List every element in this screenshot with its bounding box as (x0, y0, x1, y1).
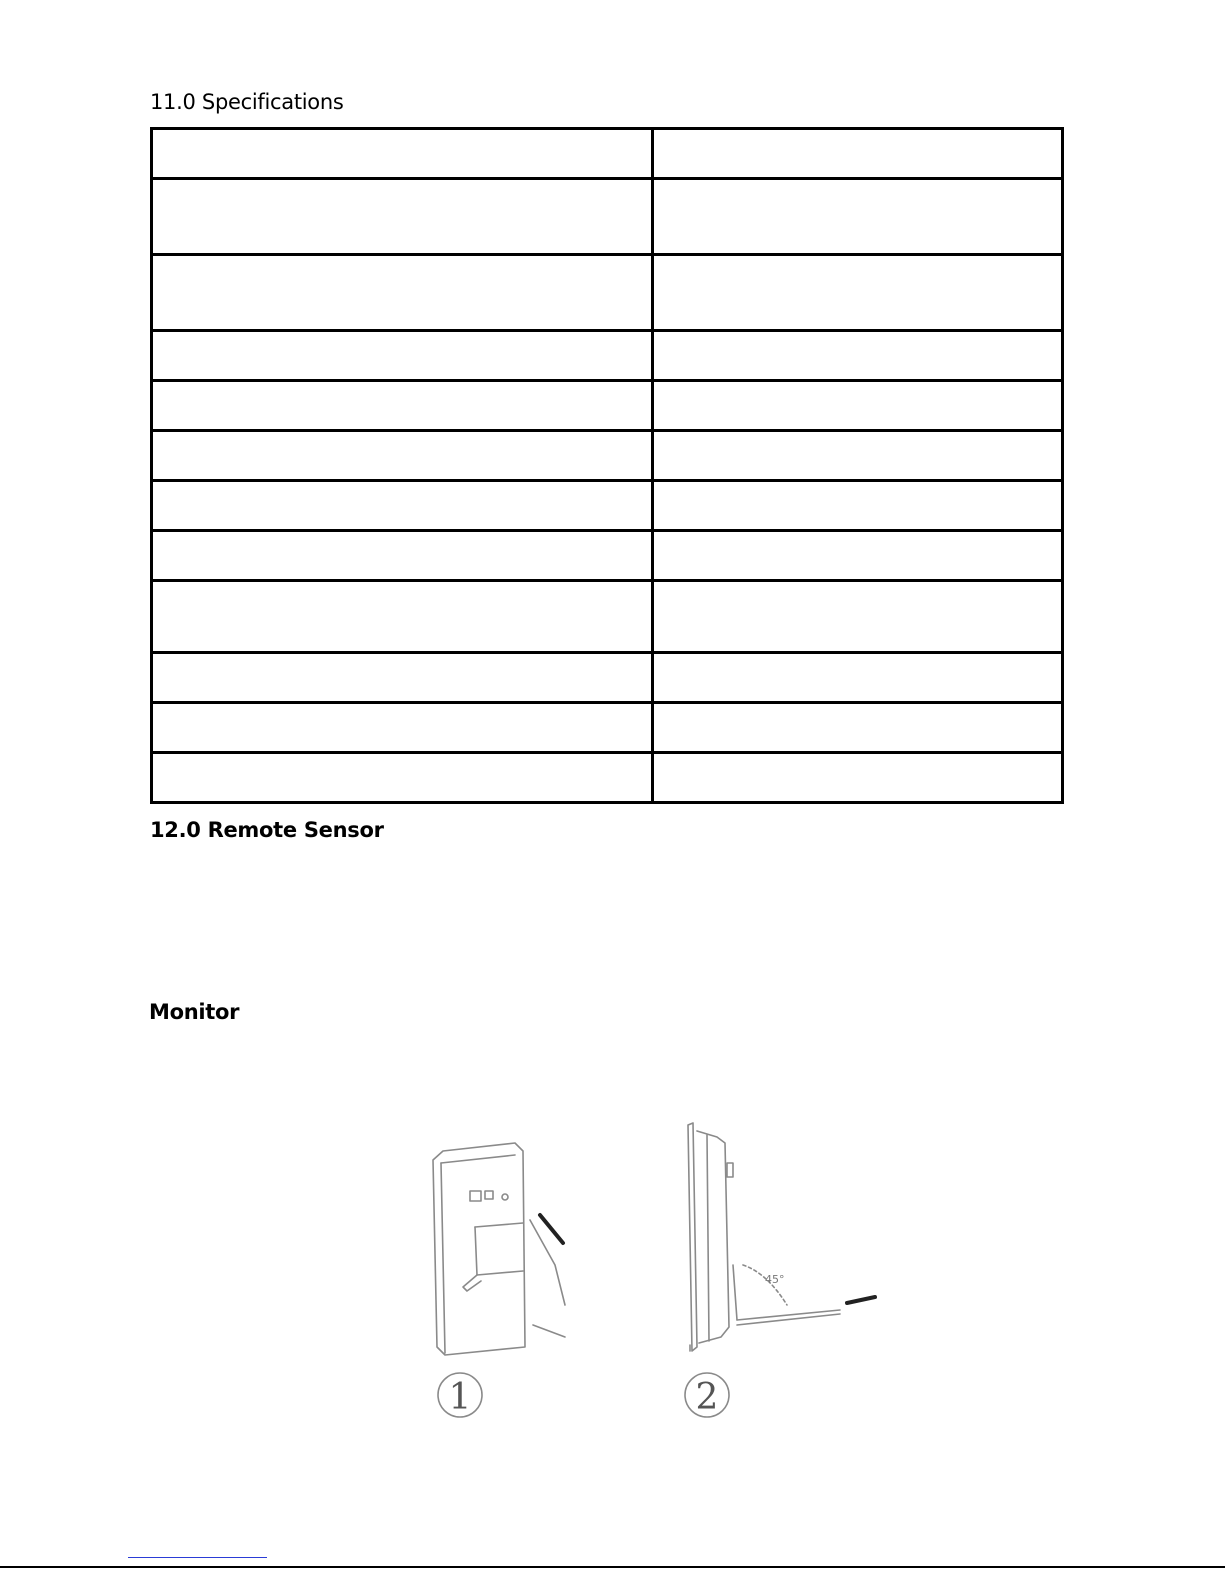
spec-label (152, 653, 653, 703)
spec-label (152, 481, 653, 531)
table-row (152, 255, 1063, 331)
table-row (152, 581, 1063, 653)
table-row (152, 653, 1063, 703)
spec-value (653, 581, 1063, 653)
spec-value (653, 255, 1063, 331)
spec-value (653, 531, 1063, 581)
table-row (152, 531, 1063, 581)
spec-value (653, 179, 1063, 255)
monitor-stand-figure (415, 1115, 895, 1445)
spec-value (653, 753, 1063, 803)
spec-value (653, 331, 1063, 381)
spec-label (152, 331, 653, 381)
angle-label: 45° (765, 1273, 785, 1286)
spec-value (653, 381, 1063, 431)
table-row (152, 431, 1063, 481)
specifications-table (150, 127, 1064, 804)
spec-value (653, 129, 1063, 179)
spec-value (653, 653, 1063, 703)
spec-label (152, 703, 653, 753)
step-1-label: 1 (448, 1377, 472, 1418)
footnote-separator (128, 1557, 267, 1558)
spec-label (152, 381, 653, 431)
spec-label (152, 531, 653, 581)
step-1-illustration (433, 1143, 565, 1355)
spec-label (152, 753, 653, 803)
step-2-illustration (688, 1123, 875, 1351)
table-row (152, 381, 1063, 431)
step-2-label: 2 (695, 1377, 719, 1418)
table-row (152, 179, 1063, 255)
table-row (152, 481, 1063, 531)
spec-label (152, 255, 653, 331)
table-row (152, 331, 1063, 381)
specifications-heading: 11.0 Specifications (150, 90, 344, 114)
page-bottom-rule (0, 1566, 1225, 1568)
spec-label (152, 179, 653, 255)
table-row (152, 129, 1063, 179)
spec-label (152, 129, 653, 179)
spec-label (152, 431, 653, 481)
spec-value (653, 431, 1063, 481)
table-row (152, 703, 1063, 753)
table-row (152, 753, 1063, 803)
spec-value (653, 481, 1063, 531)
spec-label (152, 581, 653, 653)
remote-sensor-heading: 12.0 Remote Sensor (150, 818, 384, 842)
monitor-heading: Monitor (149, 1000, 240, 1024)
spec-value (653, 703, 1063, 753)
